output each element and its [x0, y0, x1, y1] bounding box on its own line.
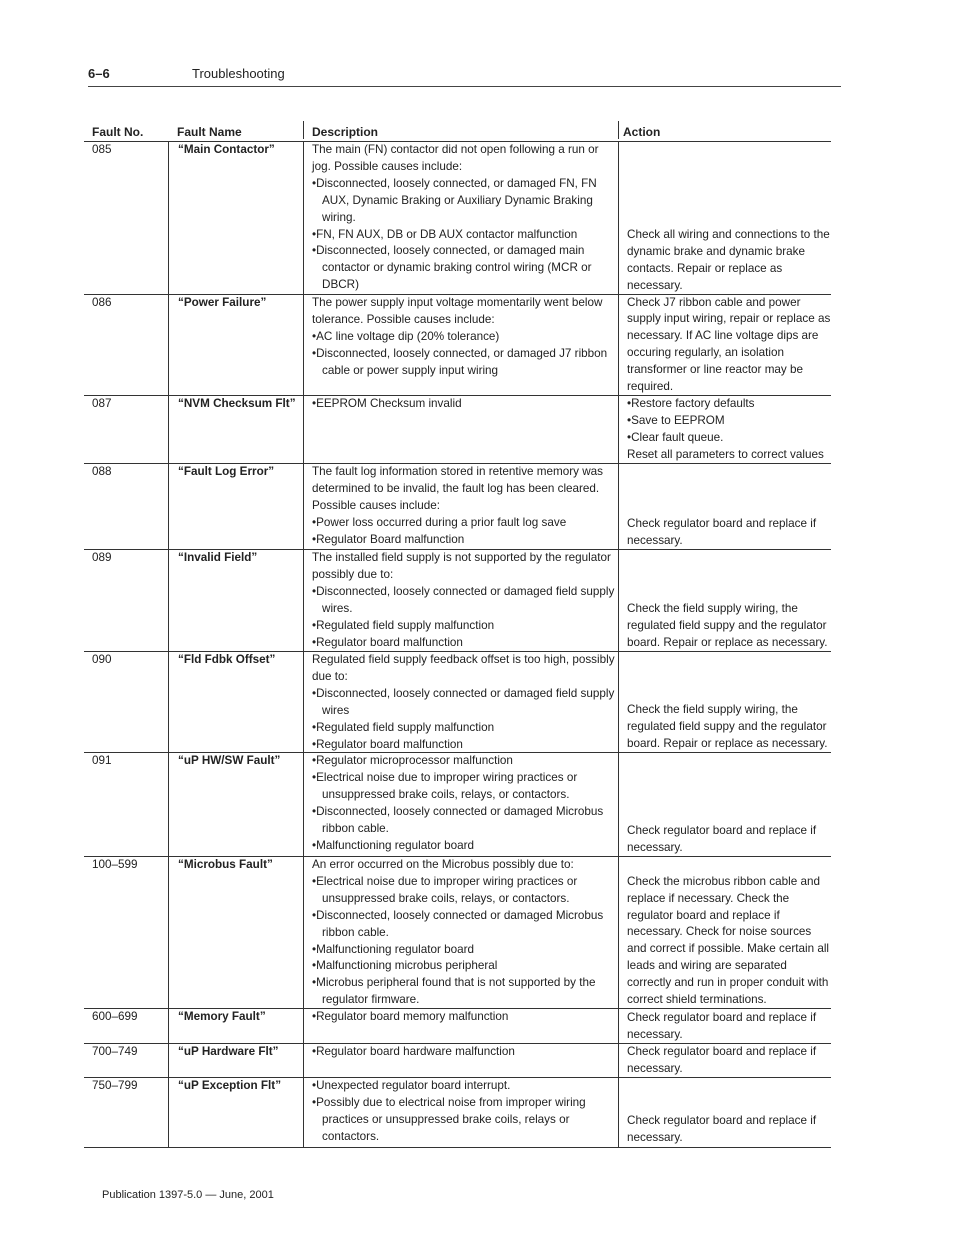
description-bullet: • Disconnected, loosely connected, or damaged FN, FN AUX, Dynamic Braking or Auxiliary Dynamic Braking wiring. [312, 176, 618, 227]
fault-number: 090 [92, 653, 112, 666]
fault-name-cell [168, 753, 303, 857]
table-row [84, 395, 831, 464]
description-bullet: • Electrical noise due to improper wiring practices or unsuppressed brake coils, relays, or contactors. [312, 874, 618, 908]
fault-name-cell [168, 142, 303, 295]
action-text: Check regulator board and replace if necessary. [627, 1045, 817, 1076]
description-text: The power supply input voltage momentarily went below tolerance. Possible causes include: [312, 296, 603, 326]
description-bullet: • Unexpected regulator board interrupt. [312, 1078, 618, 1095]
fault-number: 600–699 [92, 1010, 138, 1023]
action-text: Check regulator board and replace if necessary. [627, 517, 817, 548]
table-row [84, 752, 831, 857]
table-row [84, 141, 831, 295]
description-bullet: • Regulated field supply malfunction [312, 618, 618, 635]
description-bullet: • Regulator board malfunction [312, 635, 618, 652]
action-cell [618, 142, 831, 295]
description-bullet: • Disconnected, loosely connected or damaged Microbus ribbon cable. [312, 804, 618, 838]
fault-number: 091 [92, 754, 112, 767]
description-bullet: • Disconnected, loosely connected or damaged field supply wires. [312, 584, 618, 618]
description-bullet: • Regulator board memory malfunction [312, 1009, 618, 1026]
fault-name-cell [168, 1078, 303, 1147]
fault-number: 700–749 [92, 1045, 138, 1058]
section-title: Troubleshooting [192, 66, 285, 81]
fault-number: 100–599 [92, 858, 138, 871]
action-cell [618, 396, 831, 464]
description-cell [303, 464, 618, 550]
description-bullet: • AC line voltage dip (20% tolerance) [312, 329, 618, 346]
table-row [84, 294, 831, 396]
description-cell [303, 550, 618, 652]
description-bullet: • Disconnected, loosely connected or damaged Microbus ribbon cable. [312, 908, 618, 942]
fault-name-cell [168, 550, 303, 652]
action-text: Check the field supply wiring, the regulated field suppy and the regulator board. Repair or replace as necessary. [627, 703, 828, 751]
action-text: Check regulator board and replace if necessary. [627, 1114, 817, 1145]
fault-name: “Fault Log Error” [178, 465, 275, 478]
description-text: An error occurred on the Microbus possibly due to: [312, 858, 574, 871]
description-bullet: • Electrical noise due to improper wiring practices or unsuppressed brake coils, relays, or contactors. [312, 770, 618, 804]
fault-name-cell [168, 1044, 303, 1078]
action-cell [618, 857, 831, 1009]
description-cell [303, 753, 618, 857]
fault-name: “Memory Fault” [178, 1010, 266, 1023]
fault-number: 085 [92, 143, 112, 156]
fault-number: 089 [92, 551, 112, 564]
fault-name: “Main Contactor” [178, 143, 275, 156]
action-text: Check all wiring and connections to the dynamic brake and dynamic brake contacts. Repair or replace as necessary. [627, 228, 830, 293]
action-text: Check the field supply wiring, the regulated field suppy and the regulator board. Repair or replace as necessary. [627, 602, 828, 650]
table-row [84, 651, 831, 753]
description-cell [303, 1009, 618, 1044]
description-bullet: • Regulator Board malfunction [312, 532, 618, 549]
table-header-row [84, 121, 831, 139]
table-row [84, 856, 831, 1009]
action-bullet: • Restore factory defaults [627, 396, 831, 413]
fault-name: “Microbus Fault” [178, 858, 273, 871]
description-bullet: • Regulated field supply malfunction [312, 720, 618, 737]
fault-name: “Power Failure” [178, 296, 267, 309]
fault-name: “NVM Checksum Flt” [178, 397, 296, 410]
description-bullet: • Malfunctioning regulator board [312, 942, 618, 959]
action-cell [618, 753, 831, 857]
description-bullet: • Regulator board hardware malfunction [312, 1044, 618, 1061]
action-text: Reset all parameters to correct values [627, 447, 824, 461]
table-row [84, 549, 831, 652]
fault-number: 087 [92, 397, 112, 410]
fault-number: 086 [92, 296, 112, 309]
table-row [84, 463, 831, 550]
table-row [84, 1008, 831, 1044]
fault-name-cell [168, 295, 303, 396]
description-bullet: • Disconnected, loosely connected, or damaged main contactor or dynamic braking control wiring (MCR or DBCR) [312, 243, 618, 294]
fault-name: “uP HW/SW Fault” [178, 754, 281, 767]
action-text: Check regulator board and replace if necessary. [627, 1011, 817, 1042]
fault-name: “uP Exception Flt” [178, 1079, 282, 1092]
description-bullet: • Possibly due to electrical noise from improper wiring practices or unsuppressed brake coils, relays or contactors. [312, 1095, 618, 1146]
fault-number: 088 [92, 465, 112, 478]
fault-name-cell [168, 1009, 303, 1044]
action-cell [618, 652, 831, 753]
fault-number: 750–799 [92, 1079, 138, 1092]
table-row [84, 1043, 831, 1078]
description-bullet: • Microbus peripheral found that is not supported by the regulator firmware. [312, 975, 618, 1009]
action-bullet: • Clear fault queue. [627, 430, 831, 447]
action-bullet: • Save to EEPROM [627, 413, 831, 430]
action-text: Check J7 ribbon cable and power supply input wiring, repair or replace as necessary. If AC line voltage dips are occuring regularly, an isolation transformer or line reactor may be required. [627, 295, 831, 394]
description-bullet: • Malfunctioning regulator board [312, 838, 618, 855]
description-bullet: • Disconnected, loosely connected, or damaged J7 ribbon cable or power supply input wiring [312, 346, 618, 380]
action-cell [618, 550, 831, 652]
col-header-action: Action [618, 121, 831, 139]
fault-name-cell [168, 396, 303, 464]
fault-name: “Fld Fdbk Offset” [178, 653, 276, 666]
description-bullet: • Regulator board malfunction [312, 737, 618, 754]
description-bullet: • FN, FN AUX, DB or DB AUX contactor malfunction [312, 227, 618, 244]
fault-name: “Invalid Field” [178, 551, 258, 564]
description-cell [303, 857, 618, 1009]
fault-name-cell [168, 464, 303, 550]
table-row [84, 1077, 831, 1148]
action-cell [618, 1078, 831, 1147]
description-bullet: • Disconnected, loosely connected or damaged field supply wires [312, 686, 618, 720]
description-cell [303, 295, 618, 396]
col-header-description: Description [303, 121, 618, 139]
description-text: Regulated field supply feedback offset is too high, possibly due to: [312, 653, 615, 683]
description-bullet: • Malfunctioning microbus peripheral [312, 958, 618, 975]
description-text: The installed field supply is not supported by the regulator possibly due to: [312, 551, 611, 581]
page-number: 6–6 [88, 66, 110, 81]
action-cell [618, 464, 831, 550]
fault-name-cell [168, 857, 303, 1009]
publication-footer: Publication 1397-5.0 — June, 2001 [102, 1189, 274, 1201]
action-cell [618, 1044, 831, 1078]
action-cell [618, 1009, 831, 1044]
fault-name: “uP Hardware Flt” [178, 1045, 279, 1058]
description-bullet: • Regulator microprocessor malfunction [312, 753, 618, 770]
description-bullet: • Power loss occurred during a prior fault log save [312, 515, 618, 532]
description-text: The fault log information stored in retentive memory was determined to be invalid, the fault log has been cleared. Possible causes include: [312, 465, 604, 512]
action-text: Check the microbus ribbon cable and replace if necessary. Check the regulator board and replace if necessary. Check for noise sources and correct if possible. Make certain all leads and wiring are separated correctly and run in proper conduit with correct shield terminations. [627, 874, 830, 1007]
description-cell [303, 142, 618, 295]
description-cell [303, 396, 618, 464]
fault-name-cell [168, 652, 303, 753]
description-cell [303, 652, 618, 753]
description-text: The main (FN) contactor did not open following a run or jog. Possible causes include: [312, 143, 599, 173]
col-header-fault-name: Fault Name [177, 125, 242, 139]
col-header-fault-no: Fault No. [92, 125, 144, 139]
action-cell [618, 295, 831, 396]
description-cell [303, 1078, 618, 1147]
action-text: Check regulator board and replace if necessary. [627, 824, 817, 855]
description-bullet: • EEPROM Checksum invalid [312, 396, 618, 413]
page-header [88, 64, 841, 87]
description-cell [303, 1044, 618, 1078]
